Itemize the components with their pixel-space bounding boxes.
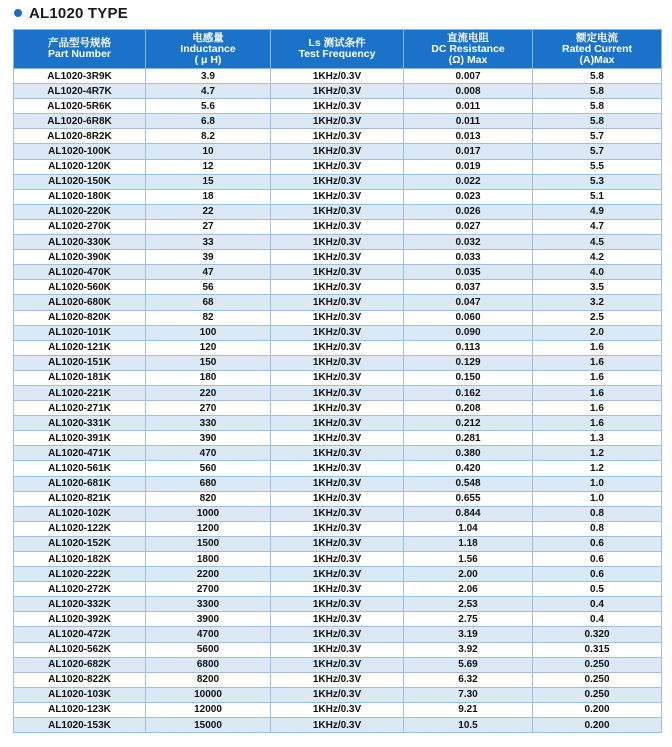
cell-dc-resistance: 0.013 xyxy=(404,129,533,144)
table-row xyxy=(14,69,662,84)
cell-part-number: AL1020-330K xyxy=(14,235,146,250)
cell-rated-current: 2.0 xyxy=(533,325,662,340)
cell-test-frequency: 1KHz/0.3V xyxy=(271,250,404,265)
cell-rated-current: 5.7 xyxy=(533,144,662,159)
cell-inductance: 3900 xyxy=(146,612,271,627)
cell-inductance: 6.8 xyxy=(146,114,271,129)
cell-rated-current: 0.250 xyxy=(533,657,662,672)
cell-rated-current: 1.3 xyxy=(533,431,662,446)
cell-test-frequency: 1KHz/0.3V xyxy=(271,552,404,567)
cell-test-frequency: 1KHz/0.3V xyxy=(271,355,404,370)
table-row xyxy=(14,401,662,416)
cell-test-frequency: 1KHz/0.3V xyxy=(271,506,404,521)
cell-test-frequency: 1KHz/0.3V xyxy=(271,657,404,672)
table-row xyxy=(14,461,662,476)
header-part-number xyxy=(14,30,146,69)
cell-rated-current: 1.0 xyxy=(533,491,662,506)
cell-part-number: AL1020-123K xyxy=(14,702,146,717)
header-line-cn: 直流电阻 xyxy=(447,31,489,44)
cell-test-frequency: 1KHz/0.3V xyxy=(271,597,404,612)
cell-dc-resistance: 0.380 xyxy=(404,446,533,461)
cell-rated-current: 1.6 xyxy=(533,401,662,416)
cell-rated-current: 0.320 xyxy=(533,627,662,642)
cell-test-frequency: 1KHz/0.3V xyxy=(271,461,404,476)
cell-part-number: AL1020-270K xyxy=(14,219,146,234)
table-row xyxy=(14,385,662,400)
table-row xyxy=(14,702,662,717)
cell-rated-current: 4.2 xyxy=(533,250,662,265)
cell-rated-current: 5.1 xyxy=(533,189,662,204)
cell-part-number: AL1020-392K xyxy=(14,612,146,627)
cell-part-number: AL1020-271K xyxy=(14,401,146,416)
table-row xyxy=(14,370,662,385)
header-line-en1: Inductance xyxy=(180,42,236,55)
cell-inductance: 33 xyxy=(146,235,271,250)
cell-dc-resistance: 2.53 xyxy=(404,597,533,612)
cell-test-frequency: 1KHz/0.3V xyxy=(271,582,404,597)
cell-part-number: AL1020-5R6K xyxy=(14,99,146,114)
cell-part-number: AL1020-822K xyxy=(14,672,146,687)
cell-inductance: 1500 xyxy=(146,536,271,551)
cell-rated-current: 1.2 xyxy=(533,446,662,461)
cell-dc-resistance: 0.212 xyxy=(404,416,533,431)
cell-dc-resistance: 0.023 xyxy=(404,189,533,204)
cell-inductance: 56 xyxy=(146,280,271,295)
cell-test-frequency: 1KHz/0.3V xyxy=(271,295,404,310)
cell-inductance: 470 xyxy=(146,446,271,461)
cell-dc-resistance: 2.00 xyxy=(404,567,533,582)
cell-rated-current: 1.6 xyxy=(533,385,662,400)
cell-inductance: 2700 xyxy=(146,582,271,597)
cell-dc-resistance: 0.011 xyxy=(404,114,533,129)
table-header-row xyxy=(14,30,662,69)
cell-test-frequency: 1KHz/0.3V xyxy=(271,189,404,204)
cell-rated-current: 0.250 xyxy=(533,672,662,687)
header-rated-current xyxy=(533,30,662,69)
cell-rated-current: 0.315 xyxy=(533,642,662,657)
cell-dc-resistance: 0.019 xyxy=(404,159,533,174)
cell-dc-resistance: 0.090 xyxy=(404,325,533,340)
cell-dc-resistance: 0.033 xyxy=(404,250,533,265)
cell-inductance: 2200 xyxy=(146,567,271,582)
cell-inductance: 5.6 xyxy=(146,99,271,114)
cell-test-frequency: 1KHz/0.3V xyxy=(271,521,404,536)
cell-part-number: AL1020-680K xyxy=(14,295,146,310)
cell-dc-resistance: 0.047 xyxy=(404,295,533,310)
cell-inductance: 820 xyxy=(146,491,271,506)
cell-rated-current: 1.6 xyxy=(533,340,662,355)
cell-inductance: 3.9 xyxy=(146,69,271,84)
cell-part-number: AL1020-122K xyxy=(14,521,146,536)
cell-rated-current: 4.9 xyxy=(533,204,662,219)
table-row xyxy=(14,567,662,582)
cell-part-number: AL1020-100K xyxy=(14,144,146,159)
cell-inductance: 8200 xyxy=(146,672,271,687)
cell-part-number: AL1020-180K xyxy=(14,189,146,204)
cell-dc-resistance: 0.548 xyxy=(404,476,533,491)
table-row xyxy=(14,476,662,491)
cell-dc-resistance: 0.017 xyxy=(404,144,533,159)
cell-part-number: AL1020-471K xyxy=(14,446,146,461)
cell-dc-resistance: 3.19 xyxy=(404,627,533,642)
cell-part-number: AL1020-820K xyxy=(14,310,146,325)
cell-dc-resistance: 7.30 xyxy=(404,687,533,702)
cell-inductance: 18 xyxy=(146,189,271,204)
table-row xyxy=(14,204,662,219)
cell-test-frequency: 1KHz/0.3V xyxy=(271,340,404,355)
table-row xyxy=(14,416,662,431)
table-row xyxy=(14,250,662,265)
table-row xyxy=(14,189,662,204)
table-row xyxy=(14,627,662,642)
cell-inductance: 4700 xyxy=(146,627,271,642)
cell-part-number: AL1020-6R8K xyxy=(14,114,146,129)
cell-rated-current: 0.6 xyxy=(533,536,662,551)
cell-test-frequency: 1KHz/0.3V xyxy=(271,370,404,385)
cell-inductance: 560 xyxy=(146,461,271,476)
cell-rated-current: 1.0 xyxy=(533,476,662,491)
cell-part-number: AL1020-331K xyxy=(14,416,146,431)
title-row xyxy=(14,3,128,23)
cell-dc-resistance: 0.281 xyxy=(404,431,533,446)
cell-rated-current: 1.6 xyxy=(533,370,662,385)
table-row xyxy=(14,114,662,129)
cell-test-frequency: 1KHz/0.3V xyxy=(271,385,404,400)
spec-table xyxy=(13,29,662,733)
cell-test-frequency: 1KHz/0.3V xyxy=(271,280,404,295)
cell-inductance: 270 xyxy=(146,401,271,416)
header-line-cn: 产品型号规格 xyxy=(48,37,111,49)
cell-part-number: AL1020-391K xyxy=(14,431,146,446)
cell-rated-current: 5.5 xyxy=(533,159,662,174)
cell-test-frequency: 1KHz/0.3V xyxy=(271,401,404,416)
cell-test-frequency: 1KHz/0.3V xyxy=(271,416,404,431)
cell-part-number: AL1020-150K xyxy=(14,174,146,189)
cell-part-number: AL1020-561K xyxy=(14,461,146,476)
cell-rated-current: 0.6 xyxy=(533,567,662,582)
cell-test-frequency: 1KHz/0.3V xyxy=(271,129,404,144)
cell-test-frequency: 1KHz/0.3V xyxy=(271,235,404,250)
table-row xyxy=(14,642,662,657)
cell-inductance: 39 xyxy=(146,250,271,265)
cell-dc-resistance: 2.06 xyxy=(404,582,533,597)
table-row xyxy=(14,718,662,733)
table-row xyxy=(14,582,662,597)
header-test-frequency xyxy=(271,30,404,69)
table-row xyxy=(14,446,662,461)
cell-dc-resistance: 5.69 xyxy=(404,657,533,672)
cell-inductance: 1800 xyxy=(146,552,271,567)
table-row xyxy=(14,597,662,612)
table-row xyxy=(14,506,662,521)
cell-part-number: AL1020-121K xyxy=(14,340,146,355)
cell-test-frequency: 1KHz/0.3V xyxy=(271,491,404,506)
cell-dc-resistance: 3.92 xyxy=(404,642,533,657)
cell-part-number: AL1020-182K xyxy=(14,552,146,567)
cell-dc-resistance: 0.655 xyxy=(404,491,533,506)
table-row xyxy=(14,129,662,144)
cell-inductance: 120 xyxy=(146,340,271,355)
cell-test-frequency: 1KHz/0.3V xyxy=(271,144,404,159)
table-row xyxy=(14,687,662,702)
cell-part-number: AL1020-152K xyxy=(14,536,146,551)
cell-rated-current: 0.8 xyxy=(533,506,662,521)
cell-inductance: 5600 xyxy=(146,642,271,657)
cell-rated-current: 5.3 xyxy=(533,174,662,189)
table-row xyxy=(14,536,662,551)
cell-rated-current: 0.5 xyxy=(533,582,662,597)
cell-inductance: 1000 xyxy=(146,506,271,521)
table-row xyxy=(14,657,662,672)
cell-part-number: AL1020-332K xyxy=(14,597,146,612)
page-title: AL1020 TYPE xyxy=(29,4,128,22)
cell-test-frequency: 1KHz/0.3V xyxy=(271,114,404,129)
cell-inductance: 22 xyxy=(146,204,271,219)
cell-test-frequency: 1KHz/0.3V xyxy=(271,204,404,219)
cell-rated-current: 5.8 xyxy=(533,84,662,99)
cell-test-frequency: 1KHz/0.3V xyxy=(271,612,404,627)
table-row xyxy=(14,235,662,250)
cell-rated-current: 3.5 xyxy=(533,280,662,295)
cell-rated-current: 5.8 xyxy=(533,69,662,84)
cell-inductance: 390 xyxy=(146,431,271,446)
table-row xyxy=(14,355,662,370)
cell-inductance: 150 xyxy=(146,355,271,370)
cell-part-number: AL1020-472K xyxy=(14,627,146,642)
cell-dc-resistance: 1.18 xyxy=(404,536,533,551)
cell-inductance: 180 xyxy=(146,370,271,385)
cell-dc-resistance: 0.022 xyxy=(404,174,533,189)
cell-part-number: AL1020-222K xyxy=(14,567,146,582)
cell-test-frequency: 1KHz/0.3V xyxy=(271,310,404,325)
cell-rated-current: 4.5 xyxy=(533,235,662,250)
header-line-en1: Part Number xyxy=(47,48,111,60)
table-row xyxy=(14,672,662,687)
cell-dc-resistance: 0.037 xyxy=(404,280,533,295)
table-row xyxy=(14,84,662,99)
header-line-cn: 额定电流 xyxy=(576,31,618,44)
cell-dc-resistance: 0.060 xyxy=(404,310,533,325)
cell-inductance: 12000 xyxy=(146,702,271,717)
cell-inductance: 220 xyxy=(146,385,271,400)
bullet-icon xyxy=(14,9,22,17)
table-row xyxy=(14,431,662,446)
cell-inductance: 10000 xyxy=(146,687,271,702)
header-dc-resistance xyxy=(404,30,533,69)
header-line-en1: DC Resistance xyxy=(431,42,505,55)
cell-part-number: AL1020-4R7K xyxy=(14,84,146,99)
cell-part-number: AL1020-221K xyxy=(14,385,146,400)
table-row xyxy=(14,491,662,506)
cell-rated-current: 0.6 xyxy=(533,552,662,567)
cell-rated-current: 0.4 xyxy=(533,597,662,612)
cell-dc-resistance: 0.420 xyxy=(404,461,533,476)
cell-dc-resistance: 9.21 xyxy=(404,702,533,717)
cell-test-frequency: 1KHz/0.3V xyxy=(271,265,404,280)
cell-rated-current: 1.2 xyxy=(533,461,662,476)
header-inductance xyxy=(146,30,271,69)
cell-part-number: AL1020-103K xyxy=(14,687,146,702)
header-line-en2: (A)Max xyxy=(579,53,615,66)
table-body xyxy=(14,69,662,733)
cell-rated-current: 5.8 xyxy=(533,114,662,129)
cell-test-frequency: 1KHz/0.3V xyxy=(271,99,404,114)
cell-dc-resistance: 10.5 xyxy=(404,718,533,733)
cell-part-number: AL1020-682K xyxy=(14,657,146,672)
cell-inductance: 47 xyxy=(146,265,271,280)
cell-inductance: 10 xyxy=(146,144,271,159)
table-row xyxy=(14,325,662,340)
cell-inductance: 82 xyxy=(146,310,271,325)
cell-inductance: 100 xyxy=(146,325,271,340)
cell-dc-resistance: 0.162 xyxy=(404,385,533,400)
cell-test-frequency: 1KHz/0.3V xyxy=(271,567,404,582)
table-row xyxy=(14,310,662,325)
table-row xyxy=(14,552,662,567)
cell-dc-resistance: 1.04 xyxy=(404,521,533,536)
header-line-en2: (Ω) Max xyxy=(448,53,488,66)
cell-inductance: 68 xyxy=(146,295,271,310)
cell-part-number: AL1020-562K xyxy=(14,642,146,657)
cell-test-frequency: 1KHz/0.3V xyxy=(271,642,404,657)
cell-inductance: 6800 xyxy=(146,657,271,672)
cell-part-number: AL1020-8R2K xyxy=(14,129,146,144)
table-row xyxy=(14,521,662,536)
cell-rated-current: 0.8 xyxy=(533,521,662,536)
cell-test-frequency: 1KHz/0.3V xyxy=(271,536,404,551)
cell-dc-resistance: 0.129 xyxy=(404,355,533,370)
cell-test-frequency: 1KHz/0.3V xyxy=(271,627,404,642)
cell-part-number: AL1020-151K xyxy=(14,355,146,370)
cell-inductance: 3300 xyxy=(146,597,271,612)
cell-test-frequency: 1KHz/0.3V xyxy=(271,159,404,174)
cell-inductance: 15 xyxy=(146,174,271,189)
cell-part-number: AL1020-3R9K xyxy=(14,69,146,84)
cell-test-frequency: 1KHz/0.3V xyxy=(271,84,404,99)
cell-rated-current: 1.6 xyxy=(533,355,662,370)
cell-part-number: AL1020-220K xyxy=(14,204,146,219)
cell-inductance: 680 xyxy=(146,476,271,491)
cell-inductance: 4.7 xyxy=(146,84,271,99)
cell-test-frequency: 1KHz/0.3V xyxy=(271,446,404,461)
cell-inductance: 15000 xyxy=(146,718,271,733)
cell-dc-resistance: 1.56 xyxy=(404,552,533,567)
cell-part-number: AL1020-390K xyxy=(14,250,146,265)
table-row xyxy=(14,295,662,310)
cell-part-number: AL1020-681K xyxy=(14,476,146,491)
cell-dc-resistance: 0.007 xyxy=(404,69,533,84)
cell-test-frequency: 1KHz/0.3V xyxy=(271,476,404,491)
cell-dc-resistance: 0.208 xyxy=(404,401,533,416)
table-row xyxy=(14,612,662,627)
cell-rated-current: 2.5 xyxy=(533,310,662,325)
table-row xyxy=(14,99,662,114)
table-row xyxy=(14,340,662,355)
header-line-cn: 电感量 xyxy=(192,31,224,44)
cell-part-number: AL1020-272K xyxy=(14,582,146,597)
cell-dc-resistance: 0.844 xyxy=(404,506,533,521)
table-row xyxy=(14,174,662,189)
cell-inductance: 27 xyxy=(146,219,271,234)
cell-part-number: AL1020-181K xyxy=(14,370,146,385)
cell-rated-current: 0.250 xyxy=(533,687,662,702)
cell-test-frequency: 1KHz/0.3V xyxy=(271,174,404,189)
cell-rated-current: 0.200 xyxy=(533,718,662,733)
cell-test-frequency: 1KHz/0.3V xyxy=(271,325,404,340)
header-line-en2: ( μ H) xyxy=(194,53,222,66)
cell-rated-current: 3.2 xyxy=(533,295,662,310)
cell-dc-resistance: 2.75 xyxy=(404,612,533,627)
cell-part-number: AL1020-821K xyxy=(14,491,146,506)
cell-part-number: AL1020-102K xyxy=(14,506,146,521)
cell-test-frequency: 1KHz/0.3V xyxy=(271,672,404,687)
cell-test-frequency: 1KHz/0.3V xyxy=(271,69,404,84)
cell-dc-resistance: 0.032 xyxy=(404,235,533,250)
cell-dc-resistance: 0.027 xyxy=(404,219,533,234)
cell-rated-current: 0.200 xyxy=(533,702,662,717)
cell-test-frequency: 1KHz/0.3V xyxy=(271,718,404,733)
table-row xyxy=(14,265,662,280)
cell-part-number: AL1020-470K xyxy=(14,265,146,280)
cell-rated-current: 0.4 xyxy=(533,612,662,627)
cell-part-number: AL1020-101K xyxy=(14,325,146,340)
cell-inductance: 1200 xyxy=(146,521,271,536)
cell-dc-resistance: 0.026 xyxy=(404,204,533,219)
table-row xyxy=(14,219,662,234)
cell-test-frequency: 1KHz/0.3V xyxy=(271,431,404,446)
cell-part-number: AL1020-560K xyxy=(14,280,146,295)
header-line-en1: Test Frequency xyxy=(298,48,376,60)
table-row xyxy=(14,159,662,174)
cell-dc-resistance: 0.035 xyxy=(404,265,533,280)
header-line-en1: Rated Current xyxy=(561,42,632,55)
cell-test-frequency: 1KHz/0.3V xyxy=(271,702,404,717)
cell-dc-resistance: 0.008 xyxy=(404,84,533,99)
cell-dc-resistance: 0.150 xyxy=(404,370,533,385)
cell-rated-current: 4.0 xyxy=(533,265,662,280)
cell-test-frequency: 1KHz/0.3V xyxy=(271,219,404,234)
cell-rated-current: 5.7 xyxy=(533,129,662,144)
cell-rated-current: 4.7 xyxy=(533,219,662,234)
cell-test-frequency: 1KHz/0.3V xyxy=(271,687,404,702)
table-row xyxy=(14,280,662,295)
cell-dc-resistance: 0.113 xyxy=(404,340,533,355)
header-line-cn: Ls 测试条件 xyxy=(308,37,366,49)
cell-inductance: 330 xyxy=(146,416,271,431)
cell-part-number: AL1020-120K xyxy=(14,159,146,174)
cell-dc-resistance: 6.32 xyxy=(404,672,533,687)
cell-dc-resistance: 0.011 xyxy=(404,99,533,114)
cell-part-number: AL1020-153K xyxy=(14,718,146,733)
cell-inductance: 8.2 xyxy=(146,129,271,144)
cell-inductance: 12 xyxy=(146,159,271,174)
cell-rated-current: 5.8 xyxy=(533,99,662,114)
table-row xyxy=(14,144,662,159)
cell-rated-current: 1.6 xyxy=(533,416,662,431)
